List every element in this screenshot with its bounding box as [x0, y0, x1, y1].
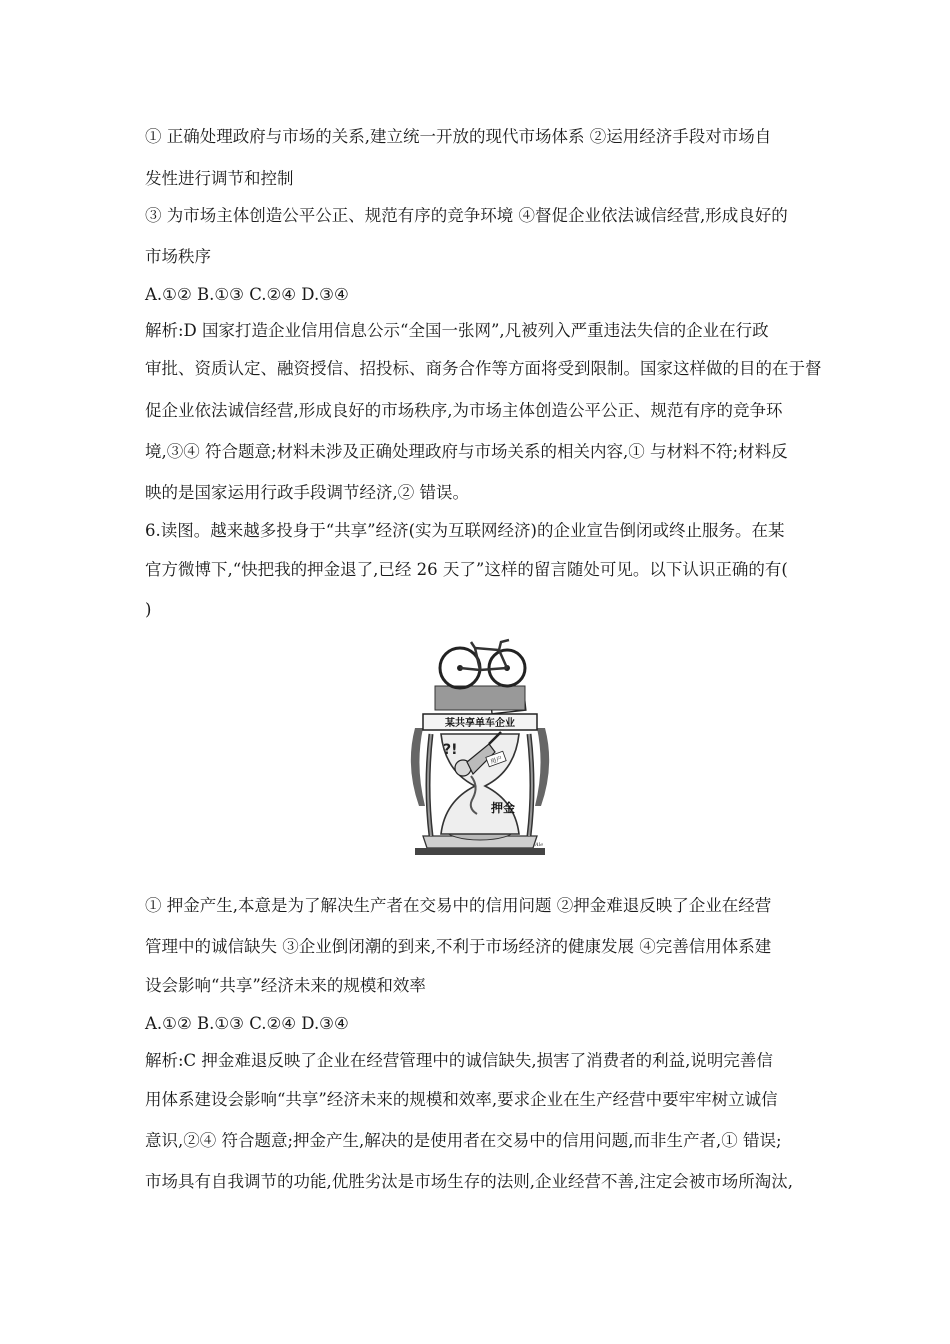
explanation-line: 审批、资质认定、融资授信、招投标、商务合作等方面将受到限制。国家这样做的目的在于督: [145, 359, 822, 378]
question-line: 官方微博下,“快把我的押金退了,已经 26 天了”这样的留言随处可见。以下认识正确的有(: [145, 560, 788, 579]
question-line: ): [145, 600, 152, 619]
answer-choices: A.①② B.①③ C.②④ D.③④: [145, 285, 349, 304]
option-line: 市场秩序: [145, 247, 211, 266]
company-label: 某共享单车企业: [445, 718, 515, 729]
answer-choices: A.①② B.①③ C.②④ D.③④: [145, 1014, 349, 1033]
user-label: 用户: [489, 755, 504, 766]
option-line: ① 押金产生,本意是为了解决生产者在交易中的信用问题 ②押金难退反映了企业在经营: [145, 896, 772, 915]
question-mark-label: ?!: [443, 742, 458, 758]
explanation-line: 境,③④ 符合题意;材料未涉及正确处理政府与市场关系的相关内容,① 与材料不符;材料反: [145, 442, 788, 461]
explanation-line: 市场具有自我调节的功能,优胜劣汰是市场生存的法则,企业经营不善,注定会被市场所淘汰,: [145, 1172, 793, 1191]
option-line: ③ 为市场主体创造公平公正、规范有序的竞争环境 ④督促企业依法诚信经营,形成良好的: [145, 206, 788, 225]
option-line: 设会影响“共享”经济未来的规模和效率: [145, 976, 426, 995]
question-line: 6.读图。越来越多投身于“共享”经济(实为互联网经济)的企业宣告倒闭或终止服务。在某: [145, 521, 785, 540]
deposit-label: 押金: [491, 801, 516, 815]
artist-signature: Ale: [535, 842, 544, 848]
explanation-line: 促企业依法诚信经营,形成良好的市场秩序,为市场主体创造公平公正、规范有序的竞争环: [145, 401, 783, 420]
option-line: 管理中的诚信缺失 ③企业倒闭潮的到来,不利于市场经济的健康发展 ④完善信用体系建: [145, 937, 772, 956]
explanation-line: 解析:D 国家打造企业信用信息公示“全国一张网”,凡被列入严重违法失信的企业在行政: [145, 321, 769, 340]
cartoon-figure: [405, 636, 555, 860]
option-line: 发性进行调节和控制: [145, 169, 294, 188]
explanation-line: 解析:C 押金难退反映了企业在经营管理中的诚信缺失,损害了消费者的利益,说明完善信: [145, 1051, 773, 1070]
option-line: ① 正确处理政府与市场的关系,建立统一开放的现代市场体系 ②运用经济手段对市场自: [145, 127, 772, 146]
explanation-line: 映的是国家运用行政手段调节经济,② 错误。: [145, 483, 469, 502]
explanation-line: 用体系建设会影响“共享”经济未来的规模和效率,要求企业在生产经营中要牢牢树立诚信: [145, 1090, 778, 1109]
explanation-line: 意识,②④ 符合题意;押金产生,解决的是使用者在交易中的信用问题,而非生产者,① 错误;: [145, 1131, 782, 1150]
